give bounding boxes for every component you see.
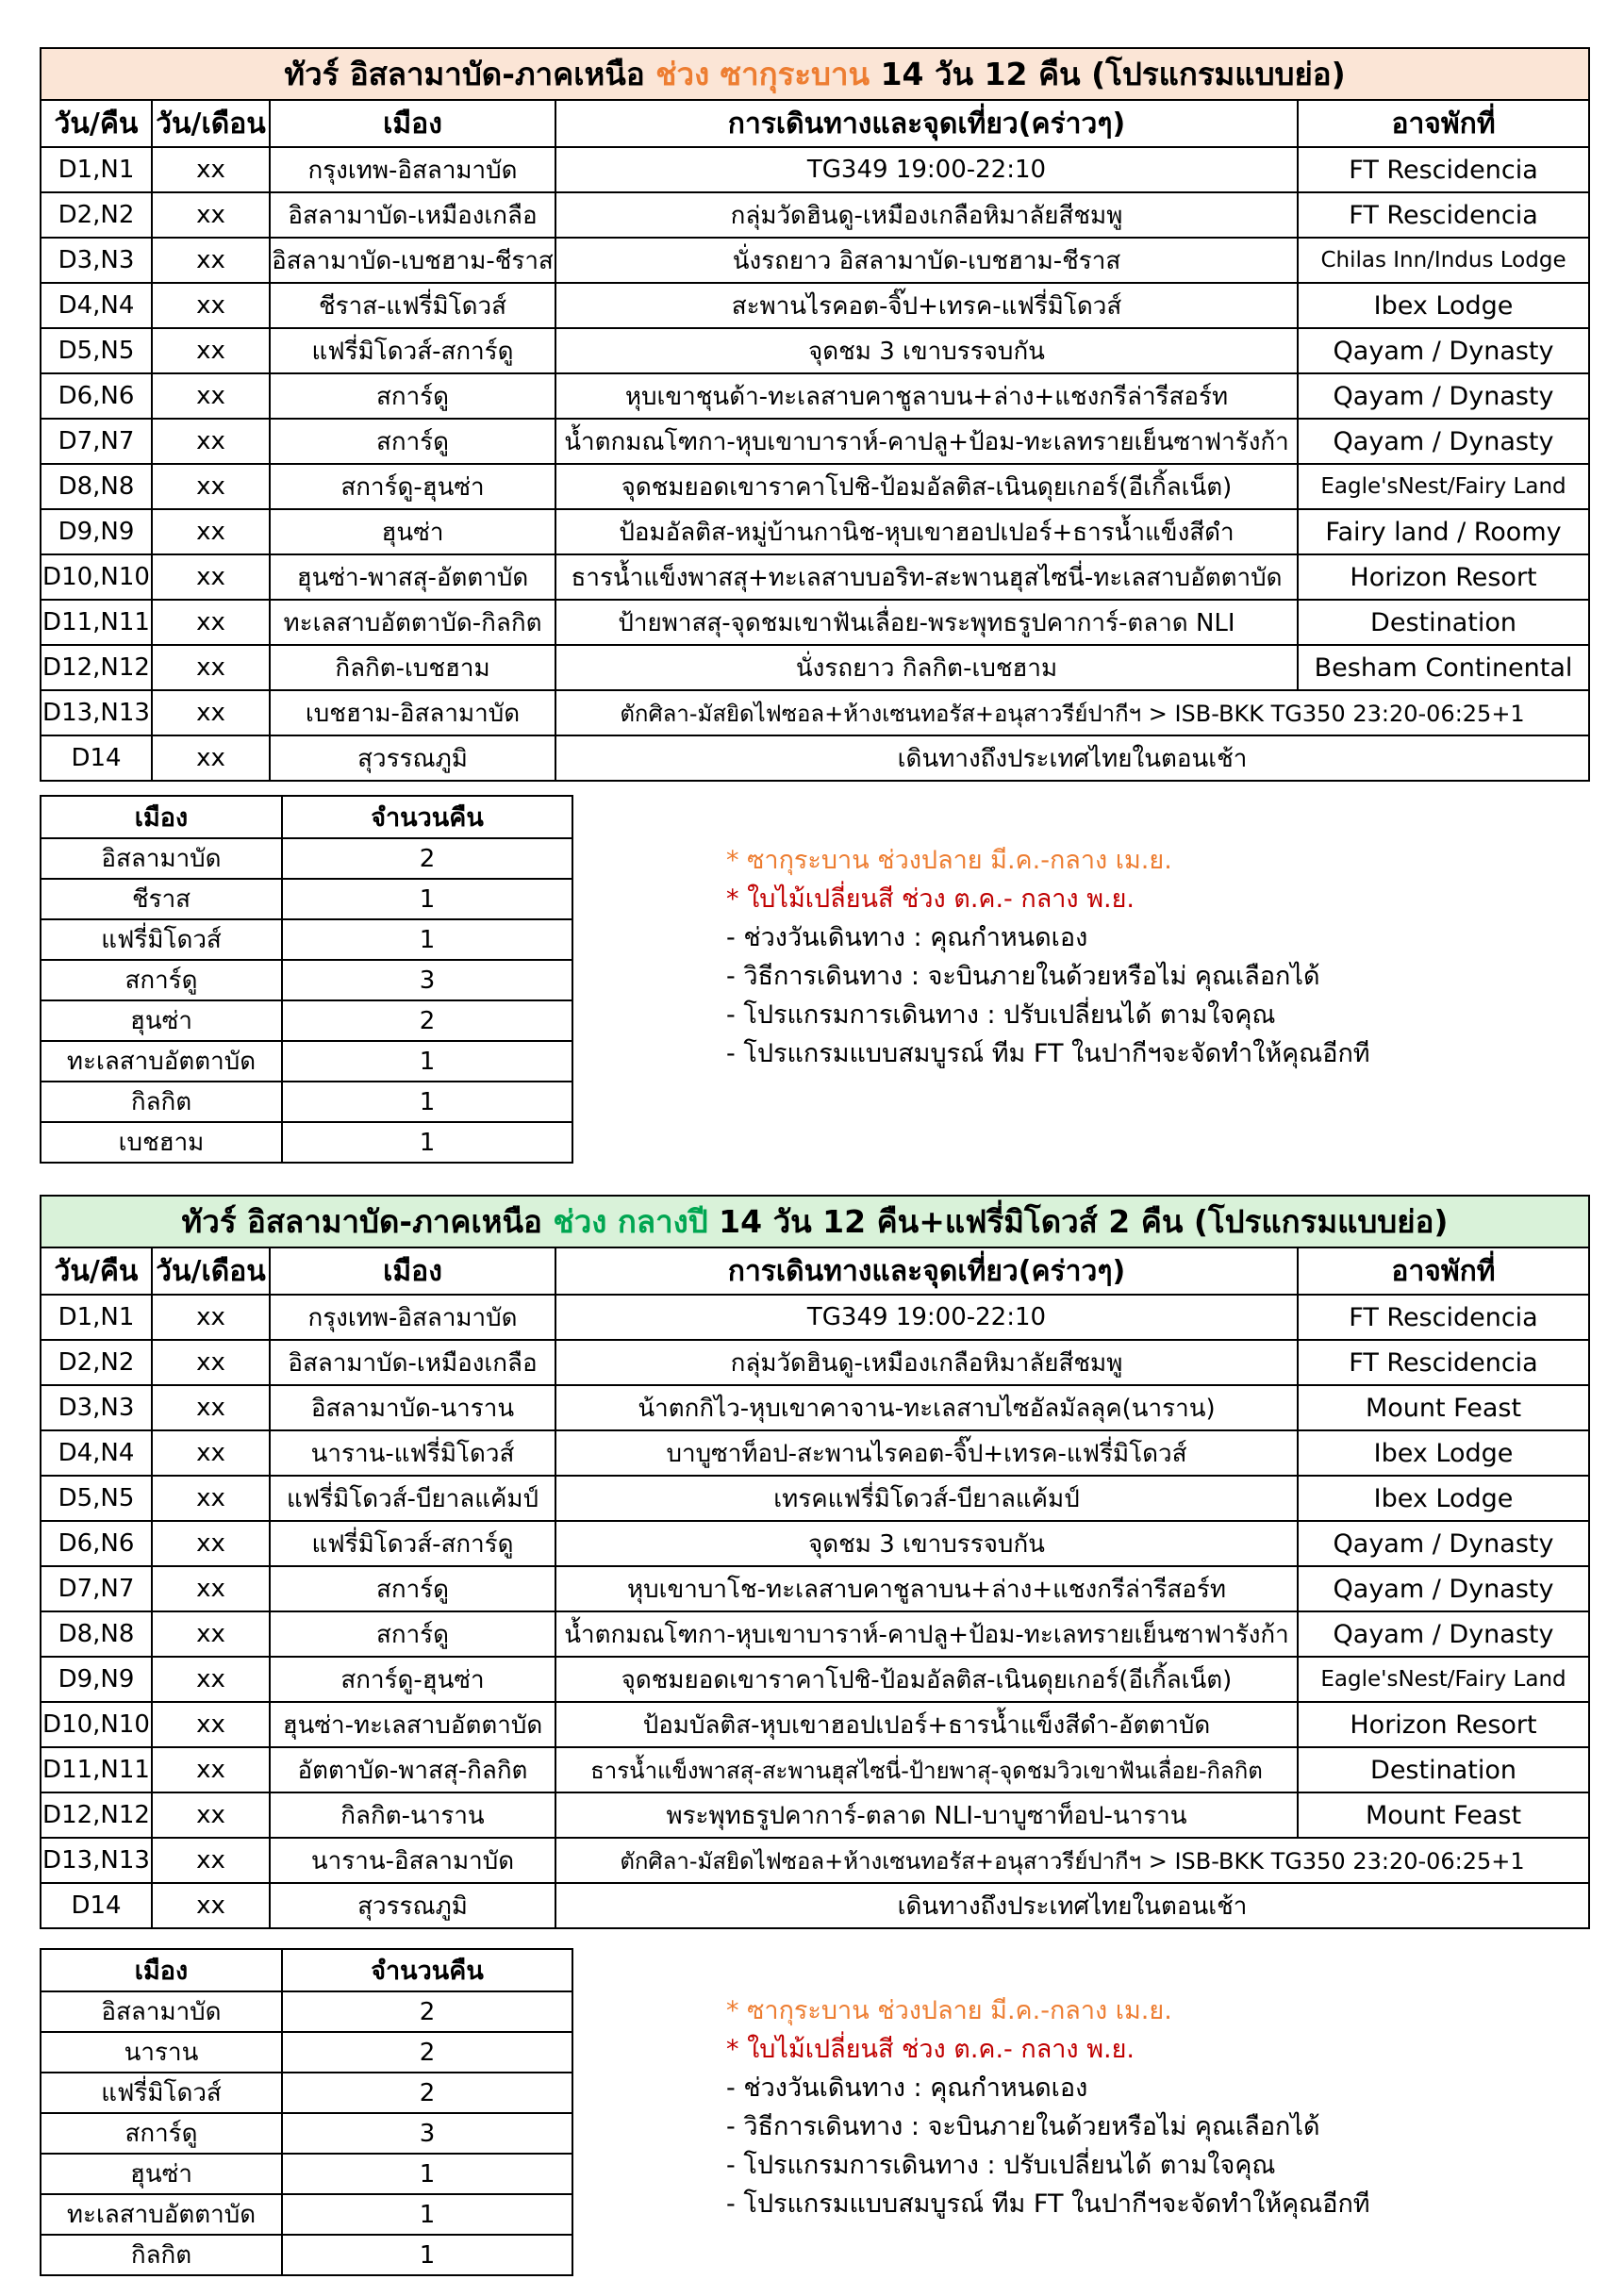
- summary-row: [41, 2194, 572, 2235]
- activity-cell: สะพานไรคอต-จิ๊ป+เทรค-แฟรี่มิโดวส์: [555, 283, 1298, 328]
- day-cell: D5,N5: [41, 328, 152, 373]
- activity-cell: ตักศิลา-มัสยิดไฟซอล+ห้างเซนทอรัส+อนุสาวรีย์ปากีฯ > ISB-BKK TG350 23:20-06:25+1: [555, 1838, 1589, 1883]
- note: - ช่วงวันเดินทาง : คุณกำหนดเอง: [726, 2073, 1088, 2103]
- hotel-cell: Qayam / Dynasty: [1298, 1611, 1589, 1657]
- hotel-cell: Besham Continental: [1298, 645, 1589, 690]
- day-cell: D7,N7: [41, 419, 152, 464]
- city-cell: สการ์ดู: [270, 1566, 555, 1611]
- summary-nights: 1: [282, 2154, 572, 2194]
- date-cell: xx: [152, 1385, 270, 1430]
- day-cell: D11,N11: [41, 600, 152, 645]
- day-cell: D14: [41, 1883, 152, 1928]
- date-cell: xx: [152, 554, 270, 600]
- day-cell: D11,N11: [41, 1747, 152, 1792]
- summary-row: [41, 2235, 572, 2275]
- city-cell: นาราน-อิสลามาบัด: [270, 1838, 555, 1883]
- hotel-cell: Fairy land / Roomy: [1298, 509, 1589, 554]
- date-cell: xx: [152, 1747, 270, 1792]
- itinerary-row: [41, 1838, 1589, 1883]
- hotel-cell: Destination: [1298, 600, 1589, 645]
- day-cell: D3,N3: [41, 1385, 152, 1430]
- activity-cell: บาบูซาท็อป-สะพานไรคอต-จิ๊ป+เทรค-แฟรี่มิโดวส์: [555, 1430, 1298, 1476]
- note-autumn: * ใบไม้เปลี่ยนสี ช่วง ต.ค.- กลาง พ.ย.: [726, 2035, 1135, 2064]
- itinerary-table-1: [40, 47, 1590, 782]
- hotel-cell: FT Rescidencia: [1298, 192, 1589, 238]
- summary-row: [41, 919, 572, 960]
- summary-nights: 1: [282, 1041, 572, 1082]
- activity-cell: น้าตกกิไว-หุบเขาคาจาน-ทะเลสาบไซอัลมัลลุค(นาราน): [555, 1385, 1298, 1430]
- summary-row: [41, 1122, 572, 1163]
- date-cell: xx: [152, 1340, 270, 1385]
- date-cell: xx: [152, 1883, 270, 1928]
- activity-cell: จุดชม 3 เขาบรรจบกัน: [555, 328, 1298, 373]
- itinerary-row: [41, 1792, 1589, 1838]
- date-cell: xx: [152, 600, 270, 645]
- date-cell: xx: [152, 1838, 270, 1883]
- day-cell: D8,N8: [41, 464, 152, 509]
- summary-city: แฟรี่มิโดวส์: [41, 919, 282, 960]
- day-cell: D13,N13: [41, 1838, 152, 1883]
- city-cell: ฮุนซ่า: [270, 509, 555, 554]
- activity-cell: เดินทางถึงประเทศไทยในตอนเช้า: [555, 1883, 1589, 1928]
- date-cell: xx: [152, 1521, 270, 1566]
- city-cell: แฟรี่มิโดวส์-สการ์ดู: [270, 1521, 555, 1566]
- summary-table-2: [40, 1948, 573, 2276]
- city-cell: สการ์ดู-ฮุนซ่า: [270, 1657, 555, 1702]
- itinerary-row: [41, 1883, 1589, 1928]
- hotel-cell: Qayam / Dynasty: [1298, 1566, 1589, 1611]
- note: - โปรแกรมการเดินทาง : ปรับเปลี่ยนได้ ตามใจคุณ: [726, 2151, 1276, 2180]
- city-cell: สุวรรณภูมิ: [270, 1883, 555, 1928]
- city-cell: แฟรี่มิโดวส์-สการ์ดู: [270, 328, 555, 373]
- city-cell: กรุงเทพ-อิสลามาบัด: [270, 1295, 555, 1340]
- day-cell: D1,N1: [41, 1295, 152, 1340]
- hotel-cell: Eagle'sNest/Fairy Land: [1298, 464, 1589, 509]
- itinerary-row: [41, 328, 1589, 373]
- day-cell: D12,N12: [41, 645, 152, 690]
- activity-cell: นั่งรถยาว กิลกิต-เบชฮาม: [555, 645, 1298, 690]
- date-cell: xx: [152, 509, 270, 554]
- summary-city: ทะเลสาบอัตตาบัด: [41, 2194, 282, 2235]
- hotel-cell: FT Rescidencia: [1298, 1295, 1589, 1340]
- activity-cell: น้ำตกมณโฑกา-หุบเขาบาราห์-คาปลู+ป้อม-ทะเลทรายเย็นซาฟารังก้า: [555, 1611, 1298, 1657]
- summary-nights: 1: [282, 1082, 572, 1122]
- city-cell: อิสลามาบัด-เบชฮาม-ชีราส: [270, 238, 555, 283]
- summary-city: สการ์ดู: [41, 960, 282, 1000]
- note: - วิธีการเดินทาง : จะบินภายในด้วยหรือไม่ คุณเลือกได้: [726, 2112, 1320, 2141]
- activity-cell: กลุ่มวัดฮินดู-เหมืองเกลือหิมาลัยสีชมพู: [555, 192, 1298, 238]
- summary-nights: 1: [282, 1122, 572, 1163]
- itinerary-row: [41, 1521, 1589, 1566]
- tour-title: ทัวร์ อิสลามาบัด-ภาคเหนือ ช่วง กลางปี 14 วัน 12 คืน+แฟรี่มิโดวส์ 2 คืน (โปรแกรมแบบย่อ): [41, 1196, 1589, 1247]
- day-cell: D8,N8: [41, 1611, 152, 1657]
- activity-cell: เทรคแฟรี่มิโดวส์-บียาลแค้มป์: [555, 1476, 1298, 1521]
- summary-row: [41, 2154, 572, 2194]
- day-cell: D6,N6: [41, 1521, 152, 1566]
- city-cell: กิลกิต-เบชฮาม: [270, 645, 555, 690]
- day-cell: D2,N2: [41, 1340, 152, 1385]
- hotel-cell: Mount Feast: [1298, 1385, 1589, 1430]
- city-cell: เบชฮาม-อิสลามาบัด: [270, 690, 555, 735]
- date-cell: xx: [152, 328, 270, 373]
- activity-cell: กลุ่มวัดฮินดู-เหมืองเกลือหิมาลัยสีชมพู: [555, 1340, 1298, 1385]
- city-cell: สุวรรณภูมิ: [270, 735, 555, 781]
- city-cell: นาราน-แฟรี่มิโดวส์: [270, 1430, 555, 1476]
- summary-city: ทะเลสาบอัตตาบัด: [41, 1041, 282, 1082]
- itinerary-row: [41, 509, 1589, 554]
- activity-cell: ธารน้ำแข็งพาสสุ-สะพานฮุสไซนี่-ป้ายพาสุ-จุดชมวิวเขาฟันเลื่อย-กิลกิต: [555, 1747, 1298, 1792]
- city-cell: อิสลามาบัด-เหมืองเกลือ: [270, 192, 555, 238]
- summary-row: [41, 960, 572, 1000]
- itinerary-row: [41, 464, 1589, 509]
- city-cell: ทะเลสาบอัตตาบัด-กิลกิต: [270, 600, 555, 645]
- date-cell: xx: [152, 1702, 270, 1747]
- itinerary-row: [41, 1476, 1589, 1521]
- activity-cell: จุดชมยอดเขาราคาโปชิ-ป้อมอัลติส-เนินดุยเกอร์(อีเกิ้ลเน็ต): [555, 1657, 1298, 1702]
- itinerary-row: [41, 1657, 1589, 1702]
- summary-row: [41, 1991, 572, 2032]
- hotel-cell: FT Rescidencia: [1298, 1340, 1589, 1385]
- day-cell: D4,N4: [41, 283, 152, 328]
- date-cell: xx: [152, 464, 270, 509]
- summary-header: เมือง จำนวนคืน: [41, 796, 572, 838]
- day-cell: D2,N2: [41, 192, 152, 238]
- summary-city: สการ์ดู: [41, 2113, 282, 2154]
- itinerary-row: [41, 554, 1589, 600]
- itinerary-row: [41, 1430, 1589, 1476]
- summary-row: [41, 2073, 572, 2113]
- itinerary-row: [41, 238, 1589, 283]
- header-row: วัน/คืน วัน/เดือน เมือง การเดินทางและจุดเที่ยว(คร่าวๆ) อาจพักที่: [41, 1247, 1589, 1295]
- city-cell: ฮุนซ่า-ทะเลสาบอัตตาบัด: [270, 1702, 555, 1747]
- date-cell: xx: [152, 238, 270, 283]
- city-cell: ฮุนซ่า-พาสสุ-อัตตาบัด: [270, 554, 555, 600]
- summary-nights: 1: [282, 2194, 572, 2235]
- date-cell: xx: [152, 373, 270, 419]
- summary-nights: 2: [282, 1991, 572, 2032]
- summary-nights: 2: [282, 838, 572, 879]
- summary-city: นาราน: [41, 2032, 282, 2073]
- activity-cell: น้ำตกมณโฑกา-หุบเขาบาราห์-คาปลู+ป้อม-ทะเลทรายเย็นซาฟารังก้า: [555, 419, 1298, 464]
- day-cell: D7,N7: [41, 1566, 152, 1611]
- hotel-cell: FT Rescidencia: [1298, 147, 1589, 192]
- summary-row: [41, 838, 572, 879]
- day-cell: D6,N6: [41, 373, 152, 419]
- summary-city: ฮุนซ่า: [41, 2154, 282, 2194]
- activity-cell: นั่งรถยาว อิสลามาบัด-เบชฮาม-ชีราส: [555, 238, 1298, 283]
- day-cell: D14: [41, 735, 152, 781]
- activity-cell: จุดชม 3 เขาบรรจบกัน: [555, 1521, 1298, 1566]
- activity-cell: หุบเขาบาโช-ทะเลสาบคาชูลาบน+ล่าง+แชงกรีล่ารีสอร์ท: [555, 1566, 1298, 1611]
- itinerary-row: [41, 1702, 1589, 1747]
- date-cell: xx: [152, 147, 270, 192]
- city-cell: สการ์ดู-ฮุนซ่า: [270, 464, 555, 509]
- day-cell: D10,N10: [41, 554, 152, 600]
- date-cell: xx: [152, 419, 270, 464]
- note: - โปรแกรมแบบสมบูรณ์ ทีม FT ในปากีฯจะจัดทำให้คุณอีกที: [726, 1039, 1370, 1068]
- itinerary-row: [41, 600, 1589, 645]
- activity-cell: ธารน้ำแข็งพาสสุ+ทะเลสาบบอริท-สะพานฮุสไซนี่-ทะเลสาบอัตตาบัด: [555, 554, 1298, 600]
- activity-cell: ตักศิลา-มัสยิดไฟซอล+ห้างเซนทอรัส+อนุสาวรีย์ปากีฯ > ISB-BKK TG350 23:20-06:25+1: [555, 690, 1589, 735]
- itinerary-row: [41, 1747, 1589, 1792]
- summary-nights: 1: [282, 2235, 572, 2275]
- city-cell: สการ์ดู: [270, 419, 555, 464]
- summary-row: [41, 1041, 572, 1082]
- summary-city: อิสลามาบัด: [41, 838, 282, 879]
- date-cell: xx: [152, 735, 270, 781]
- itinerary-table-2: [40, 1195, 1590, 1929]
- activity-cell: TG349 19:00-22:10: [555, 1295, 1298, 1340]
- hotel-cell: Qayam / Dynasty: [1298, 328, 1589, 373]
- summary-nights: 2: [282, 2073, 572, 2113]
- summary-nights: 1: [282, 879, 572, 919]
- date-cell: xx: [152, 283, 270, 328]
- itinerary-row: [41, 373, 1589, 419]
- itinerary-row: [41, 1340, 1589, 1385]
- hotel-cell: Mount Feast: [1298, 1792, 1589, 1838]
- city-cell: อัตตาบัด-พาสสุ-กิลกิต: [270, 1747, 555, 1792]
- hotel-cell: Horizon Resort: [1298, 554, 1589, 600]
- note-sakura: * ซากุระบาน ช่วงปลาย มี.ค.-กลาง เม.ย.: [726, 846, 1172, 875]
- notes-2: [726, 1991, 1370, 2223]
- itinerary-row: [41, 1611, 1589, 1657]
- date-cell: xx: [152, 192, 270, 238]
- itinerary-row: [41, 735, 1589, 781]
- date-cell: xx: [152, 1792, 270, 1838]
- date-cell: xx: [152, 1476, 270, 1521]
- summary-city: แฟรี่มิโดวส์: [41, 2073, 282, 2113]
- date-cell: xx: [152, 690, 270, 735]
- summary-city: ฮุนซ่า: [41, 1000, 282, 1041]
- day-cell: D5,N5: [41, 1476, 152, 1521]
- hotel-cell: Qayam / Dynasty: [1298, 373, 1589, 419]
- itinerary-row: [41, 147, 1589, 192]
- date-cell: xx: [152, 1566, 270, 1611]
- date-cell: xx: [152, 645, 270, 690]
- activity-cell: หุบเขาชุนด้า-ทะเลสาบคาชูลาบน+ล่าง+แชงกรีล่ารีสอร์ท: [555, 373, 1298, 419]
- city-cell: สการ์ดู: [270, 373, 555, 419]
- summary-nights: 2: [282, 2032, 572, 2073]
- itinerary-row: [41, 1566, 1589, 1611]
- summary-nights: 3: [282, 2113, 572, 2154]
- notes-1: [726, 841, 1370, 1073]
- activity-cell: ป้ายพาสสุ-จุดชมเขาฟันเลื่อย-พระพุทธรูปคาการ์-ตลาด NLI: [555, 600, 1298, 645]
- day-cell: D10,N10: [41, 1702, 152, 1747]
- hotel-cell: Eagle'sNest/Fairy Land: [1298, 1657, 1589, 1702]
- day-cell: D12,N12: [41, 1792, 152, 1838]
- note: - โปรแกรมแบบสมบูรณ์ ทีม FT ในปากีฯจะจัดทำให้คุณอีกที: [726, 2189, 1370, 2219]
- summary-city: กิลกิต: [41, 2235, 282, 2275]
- itinerary-row: [41, 1295, 1589, 1340]
- summary-header: เมือง จำนวนคืน: [41, 1949, 572, 1991]
- activity-cell: พระพุทธรูปคาการ์-ตลาด NLI-บาบูซาท็อป-นาราน: [555, 1792, 1298, 1838]
- city-cell: ชีราส-แฟรี่มิโดวส์: [270, 283, 555, 328]
- summary-city: เบชฮาม: [41, 1122, 282, 1163]
- hotel-cell: Chilas Inn/Indus Lodge: [1298, 238, 1589, 283]
- date-cell: xx: [152, 1611, 270, 1657]
- itinerary-row: [41, 283, 1589, 328]
- activity-cell: TG349 19:00-22:10: [555, 147, 1298, 192]
- note-autumn: * ใบไม้เปลี่ยนสี ช่วง ต.ค.- กลาง พ.ย.: [726, 884, 1135, 914]
- hotel-cell: Destination: [1298, 1747, 1589, 1792]
- hotel-cell: Qayam / Dynasty: [1298, 419, 1589, 464]
- day-cell: D1,N1: [41, 147, 152, 192]
- header-row: วัน/คืน วัน/เดือน เมือง การเดินทางและจุดเที่ยว(คร่าวๆ) อาจพักที่: [41, 100, 1589, 147]
- activity-cell: จุดชมยอดเขาราคาโปชิ-ป้อมอัลติส-เนินดุยเกอร์(อีเกิ้ลเน็ต): [555, 464, 1298, 509]
- summary-city: อิสลามาบัด: [41, 1991, 282, 2032]
- summary-row: [41, 1000, 572, 1041]
- tour-title: ทัวร์ อิสลามาบัด-ภาคเหนือ ช่วง ซากุระบาน 14 วัน 12 คืน (โปรแกรมแบบย่อ): [41, 48, 1589, 100]
- city-cell: กิลกิต-นาราน: [270, 1792, 555, 1838]
- activity-cell: ป้อมอัลติส-หมู่บ้านกานิช-หุบเขาฮอปเปอร์+ธารน้ำแข็งสีดำ: [555, 509, 1298, 554]
- hotel-cell: Horizon Resort: [1298, 1702, 1589, 1747]
- summary-nights: 2: [282, 1000, 572, 1041]
- day-cell: D13,N13: [41, 690, 152, 735]
- date-cell: xx: [152, 1657, 270, 1702]
- note: - วิธีการเดินทาง : จะบินภายในด้วยหรือไม่ คุณเลือกได้: [726, 962, 1320, 991]
- city-cell: แฟรี่มิโดวส์-บียาลแค้มป์: [270, 1476, 555, 1521]
- hotel-cell: Ibex Lodge: [1298, 1430, 1589, 1476]
- date-cell: xx: [152, 1295, 270, 1340]
- summary-nights: 1: [282, 919, 572, 960]
- city-cell: สการ์ดู: [270, 1611, 555, 1657]
- note: - โปรแกรมการเดินทาง : ปรับเปลี่ยนได้ ตามใจคุณ: [726, 1000, 1276, 1030]
- itinerary-row: [41, 690, 1589, 735]
- summary-row: [41, 2113, 572, 2154]
- city-cell: อิสลามาบัด-เหมืองเกลือ: [270, 1340, 555, 1385]
- summary-nights: 3: [282, 960, 572, 1000]
- note-sakura: * ซากุระบาน ช่วงปลาย มี.ค.-กลาง เม.ย.: [726, 1996, 1172, 2025]
- hotel-cell: Qayam / Dynasty: [1298, 1521, 1589, 1566]
- itinerary-row: [41, 645, 1589, 690]
- date-cell: xx: [152, 1430, 270, 1476]
- activity-cell: เดินทางถึงประเทศไทยในตอนเช้า: [555, 735, 1589, 781]
- summary-row: [41, 2032, 572, 2073]
- city-cell: กรุงเทพ-อิสลามาบัด: [270, 147, 555, 192]
- summary-city: กิลกิต: [41, 1082, 282, 1122]
- summary-row: [41, 879, 572, 919]
- day-cell: D3,N3: [41, 238, 152, 283]
- itinerary-row: [41, 192, 1589, 238]
- day-cell: D4,N4: [41, 1430, 152, 1476]
- summary-table-1: [40, 795, 573, 1164]
- hotel-cell: Ibex Lodge: [1298, 283, 1589, 328]
- day-cell: D9,N9: [41, 1657, 152, 1702]
- note: - ช่วงวันเดินทาง : คุณกำหนดเอง: [726, 923, 1088, 952]
- activity-cell: ป้อมบัลติส-หุบเขาฮอปเปอร์+ธารน้ำแข็งสีดำ-อัตตาบัด: [555, 1702, 1298, 1747]
- itinerary-row: [41, 419, 1589, 464]
- summary-city: ชีราส: [41, 879, 282, 919]
- day-cell: D9,N9: [41, 509, 152, 554]
- hotel-cell: Ibex Lodge: [1298, 1476, 1589, 1521]
- summary-row: [41, 1082, 572, 1122]
- itinerary-row: [41, 1385, 1589, 1430]
- city-cell: อิสลามาบัด-นาราน: [270, 1385, 555, 1430]
